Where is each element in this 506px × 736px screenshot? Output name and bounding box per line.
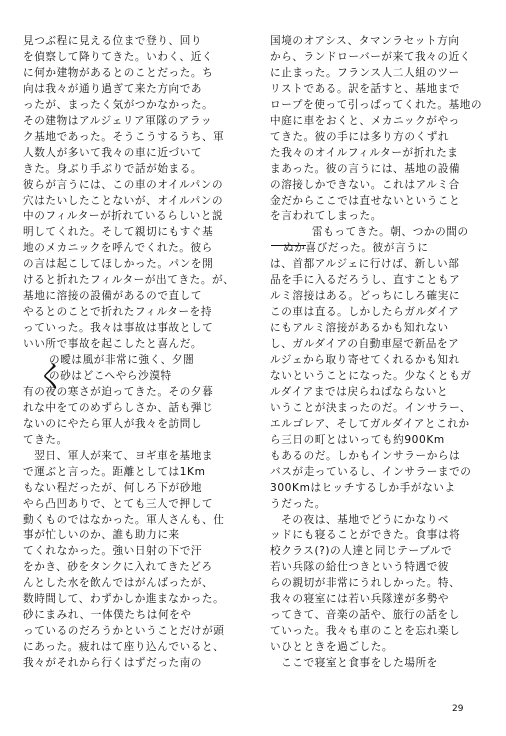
text-line: にあった。疲れはて座り込んでいると、 (23, 641, 225, 654)
text-line: リストである。訳を話すと、基地まで (270, 82, 461, 95)
text-line: もあるのだ。しかもインサラーからは (270, 449, 461, 462)
text-line: エルゴレア、そしてガルダイアとこれか (270, 417, 470, 430)
text-line: に何か建物があるとのことだった。ち (23, 66, 214, 79)
margin-mark: く (36, 360, 66, 395)
text-line: ったが、まったく気がつかなかった。 (23, 98, 214, 111)
text-line: うだった。 (270, 497, 326, 510)
text-line: 有の夜の寒さが迫ってきた。その夕暮 (23, 385, 214, 398)
text-line: ク基地であった。そうこうするうち、軍 (23, 130, 225, 143)
text-line: ルジェから取り寄せてくれるかも知れ (270, 354, 460, 366)
text-line: まあった。彼の言うには、基地の設備 (270, 162, 461, 175)
text-line: きた。身ぶり手ぶりで話が始まる。 (23, 162, 203, 175)
text-line: 雷もってきた。朝、つかの間の (312, 226, 469, 239)
text-line: てきた。彼の手には多り方のくずれ (270, 130, 450, 143)
text-line: 地のメカニックを呼んでくれた。彼ら (23, 242, 213, 255)
text-line: ここで寝室と食事をした場所を (270, 657, 438, 670)
text-line: っていった。我々は事故は事故として (23, 322, 214, 335)
text-line: いうことが決まったのだ。インサラー、 (270, 401, 472, 414)
text-line: ないということになった。少なくともガ (270, 369, 472, 382)
text-line: 人数人が多いて我々の車に近づいて (23, 146, 203, 159)
text-line: ていった。我々も車のことを忘れ楽し (270, 625, 461, 638)
text-line: 300Kmはヒッチするしか手がないよ (270, 481, 456, 494)
text-line: にもアルミ溶接があるかも知れない (270, 322, 449, 335)
text-line: を偵察して降りてきた。いわく、近く (23, 50, 214, 63)
text-line: 見つぶ程に見える位まで登り、回り (23, 35, 203, 47)
text-line: ないのにやたら軍人が我々を訪問し (23, 417, 203, 430)
text-line: をかき、砂をタンクに入れてきたどろ (23, 561, 213, 574)
text-line: ルダイアまでは戻らねばならないと (270, 385, 449, 398)
text-line: 国境のオアシス、タマンラセット方向 (270, 35, 460, 47)
text-line: ッドにも寝ることができた。食事は将 (270, 529, 461, 542)
text-line: 翌日、軍人が来て、ヨギ車を基地ま (23, 449, 214, 462)
text-line: の言は起こしてほしかった。パンを開 (23, 258, 214, 271)
text-line: た我々のオイルフィルターが折れたま (270, 146, 459, 159)
text-line: やるとのことで折れたフィルターを持 (23, 306, 213, 319)
text-line: を言われてしまった。 (270, 210, 382, 223)
text-line: ルミ溶接はある。どっちにしろ確実に (270, 290, 461, 303)
text-line: は、首都アルジェに行けば、新しい部 (270, 258, 460, 271)
text-line: 向は我々が通り過ぎて来た方向であ (23, 82, 203, 95)
text-line: てきた。 (23, 433, 68, 446)
text-line: 我々がそれから行くはずだった南の (23, 657, 203, 670)
text-line: 中のフィルターが折れているらしいと説 (23, 210, 224, 223)
text-line: の溶接しかできない。これはアルミ合 (270, 178, 460, 191)
text-line: 中庭に車をおくと、メカニックがやっ (270, 114, 460, 127)
text-line: 穴はたいしたことないが、オイルパンの (23, 194, 224, 207)
text-line: いい所で事故を起こしたと喜んだ。 (23, 338, 203, 351)
text-line: 数時間して、わずかしか進まなかった。 (23, 593, 225, 606)
text-line: 若い兵隊の給仕つきという特遇で彼 (270, 561, 450, 574)
text-line: その夜は、基地でどうにかなりベ (270, 513, 450, 526)
text-line: 品を手に入るだろうし、直すこともア (270, 274, 461, 287)
text-line: の砂はどこへやら沙漠特 (49, 369, 172, 382)
text-line: から、ランドローバーが来て我々の近く (270, 50, 471, 63)
text-line: 彼らが言うには、この車のオイルパンの (23, 178, 224, 191)
text-line: んとした水を飲んではがんばったが、 (23, 577, 214, 590)
text-line: 金だからここでは直せないということ (270, 194, 461, 207)
text-line: ら三日の町とはいっても約900Km (270, 433, 445, 446)
text-line: ロープを使って引っぱってくれた。基地の (270, 98, 483, 111)
text-line: もない程だったが、何しろ下が砂地 (23, 481, 203, 494)
text-line: っているのだろうかということだけが頭 (23, 625, 225, 638)
page-number: 29 (452, 704, 464, 714)
text-line: 明してくれた。そして親切にもすぐ基 (23, 226, 214, 239)
text-line: 動くものではなかった。軍人さんも、仕 (23, 513, 225, 526)
text-line: その建物はアルジェリア軍隊のアラッ (23, 114, 213, 127)
text-line: らの親切が非常にうれしかった。特、 (270, 577, 461, 590)
text-line: 我々の寝室には若い兵隊達が多勢や (270, 593, 450, 606)
text-line: し、ガルダイアの自動車屋で新品をア (270, 338, 460, 351)
text-line: いひとときを過ごした。 (270, 641, 394, 654)
text-line: 基地に溶接の設備があるので直して (23, 290, 203, 303)
section-rule (271, 245, 306, 246)
text-line: けると折れたフィルターが出てきた。が、 (23, 274, 235, 287)
text-line: 校クラス(?)の人達と同じテーブルで (270, 545, 453, 558)
text-line: で運ぶと言った。距離としては1Km (23, 465, 206, 478)
text-line: この車は直る。しかしたらガルダイア (270, 306, 460, 319)
text-line: れな中をてのめずらしさか、話も弾じ (23, 401, 214, 414)
text-line: 事が忙しいのか、誰も助力に来 (23, 529, 180, 542)
text-line: に止まった。フランス人二人組のツー (270, 66, 460, 79)
text-line: やら凸凹ありで、とても三人で押して (23, 497, 214, 510)
text-line: てくれなかった。強い日射の下で汗 (23, 545, 203, 558)
text-line: ってきて、音楽の話や、旅行の話をし (270, 609, 460, 622)
text-line: ぬか喜びだった。彼が言うに (283, 242, 429, 255)
text-line: 砂にまみれ、一体僕たちは何をや (23, 609, 192, 622)
text-line: バスが走っているし、インサラーまでの (270, 465, 472, 478)
text-line: の曖は風が非常に強く、夕闇 (49, 354, 195, 366)
